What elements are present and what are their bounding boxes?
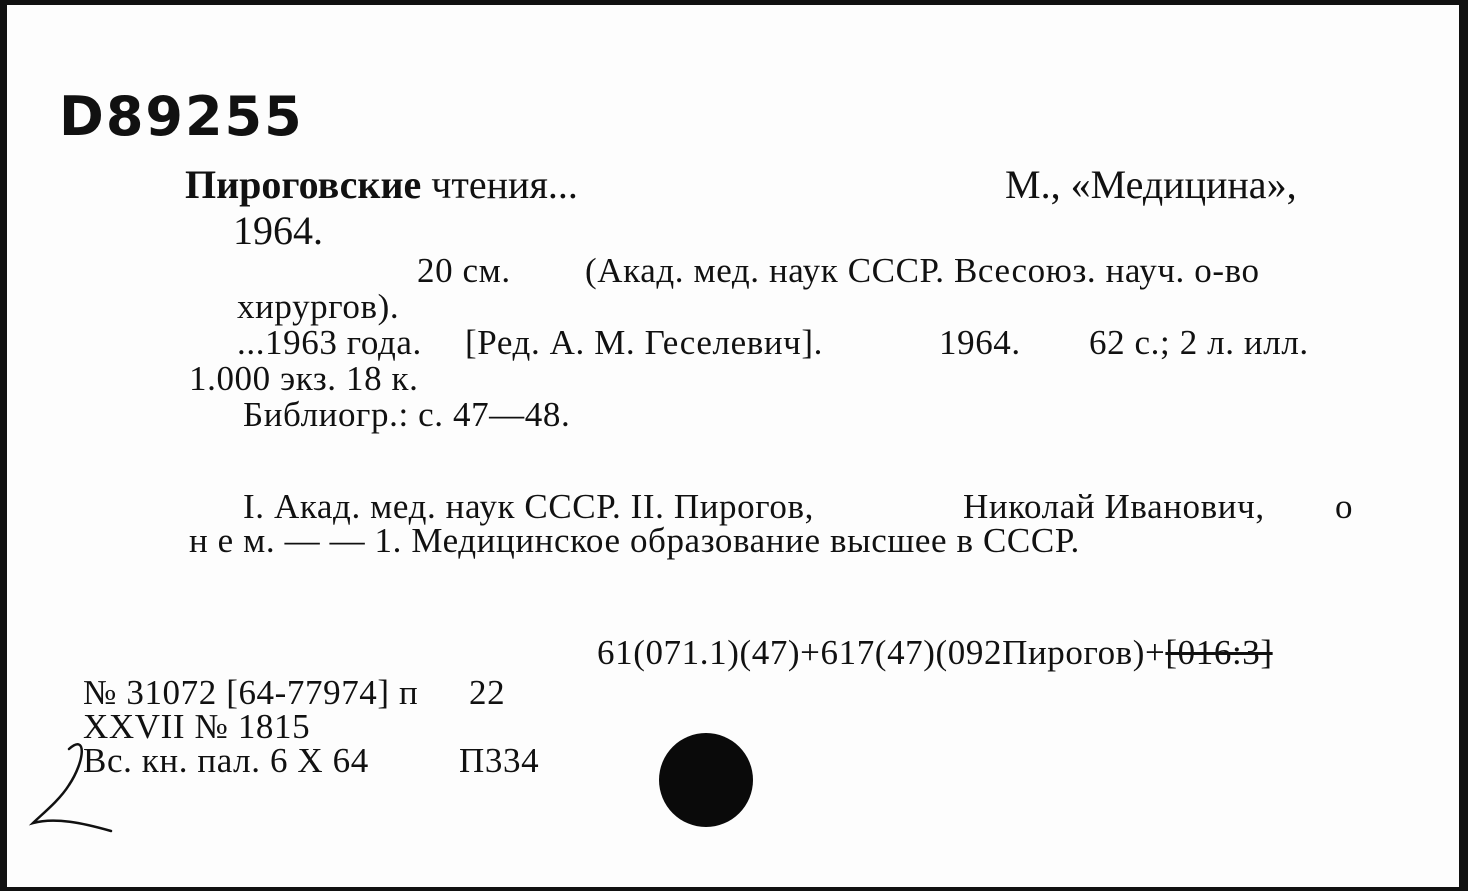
title-line — [185, 162, 578, 207]
editor-line-b: [Ред. А. М. Геселевич]. — [465, 323, 823, 362]
copies-price: 1.000 экз. 18 к. — [189, 359, 419, 398]
size: 20 см. — [417, 251, 511, 290]
accession-number: D89255 — [59, 85, 304, 148]
classification-struck: [016:3] — [1165, 633, 1273, 672]
editor-line-a: ...1963 года. — [237, 323, 422, 362]
publisher: М., «Медицина», — [1005, 162, 1297, 207]
tracing-line-1c: о — [1335, 487, 1354, 526]
order-number: № 31072 [64-77974] п — [83, 673, 419, 712]
tracing-line-2: н е м. — — 1. Медицинское образование высшее в СССР. — [189, 521, 1080, 560]
year: 1964. — [233, 208, 323, 253]
series-continued: хирургов). — [237, 287, 400, 326]
bibliography: Библиогр.: с. 47—48. — [243, 395, 571, 434]
tracing-line-1a: I. Акад. мед. наук СССР. II. Пирогов, — [243, 487, 814, 526]
punch-hole — [659, 733, 753, 827]
book-chamber: Вс. кн. пал. 6 X 64 — [83, 741, 369, 780]
order-count: 22 — [469, 673, 506, 712]
pages: 62 с.; 2 л. илл. — [1089, 323, 1309, 362]
classification-index — [597, 635, 1273, 670]
classification-main: 61(071.1)(47)+617(47)(092Пирогов)+ — [597, 633, 1166, 672]
book-chamber-code: П334 — [459, 741, 540, 780]
editor-line-c: 1964. — [939, 323, 1021, 362]
title-rest: чтения... — [431, 162, 578, 207]
tracing-line-1b: Николай Иванович, — [963, 487, 1265, 526]
handwritten-mark — [25, 735, 125, 835]
series: (Акад. мед. наук СССР. Всесоюз. науч. о-во — [585, 251, 1260, 290]
register-number: XXVII № 1815 — [83, 707, 311, 746]
title-bold: Пироговские — [185, 162, 422, 207]
